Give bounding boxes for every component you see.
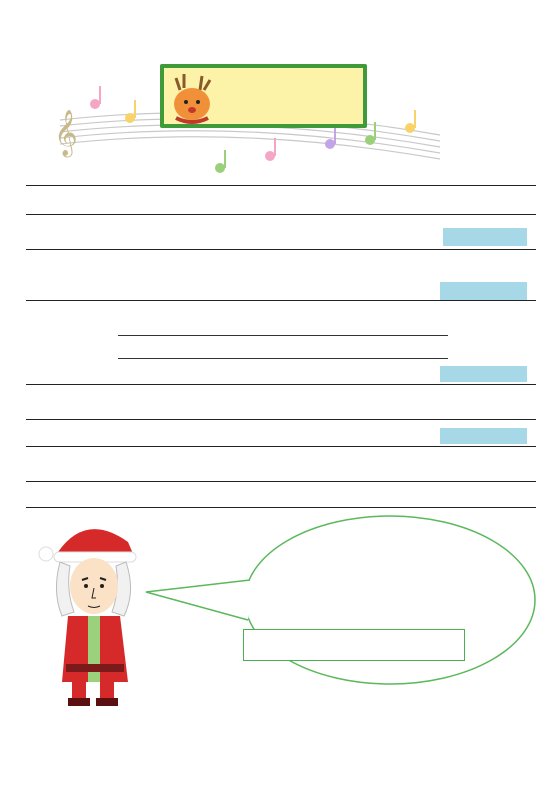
performer-answer-box[interactable]	[443, 228, 527, 246]
composer-santa-illustration	[36, 512, 146, 708]
row-divider	[26, 419, 536, 420]
table-top-rule	[26, 185, 536, 186]
sub-divider	[118, 335, 448, 336]
row-divider	[26, 481, 536, 482]
svg-text:𝄞: 𝄞	[54, 110, 78, 156]
performer-answer-box[interactable]	[440, 366, 527, 382]
row-divider	[26, 300, 536, 301]
row-divider	[26, 446, 536, 447]
table-bottom-rule	[26, 507, 536, 508]
row-divider	[26, 249, 536, 250]
reindeer-icon	[162, 70, 222, 130]
row-divider	[26, 384, 536, 385]
answer-field[interactable]	[243, 629, 465, 661]
row-divider	[26, 214, 536, 215]
performer-answer-box[interactable]	[440, 282, 527, 300]
speech-bubble	[140, 510, 540, 690]
sub-divider	[118, 358, 448, 359]
performer-answer-box[interactable]	[440, 428, 527, 444]
